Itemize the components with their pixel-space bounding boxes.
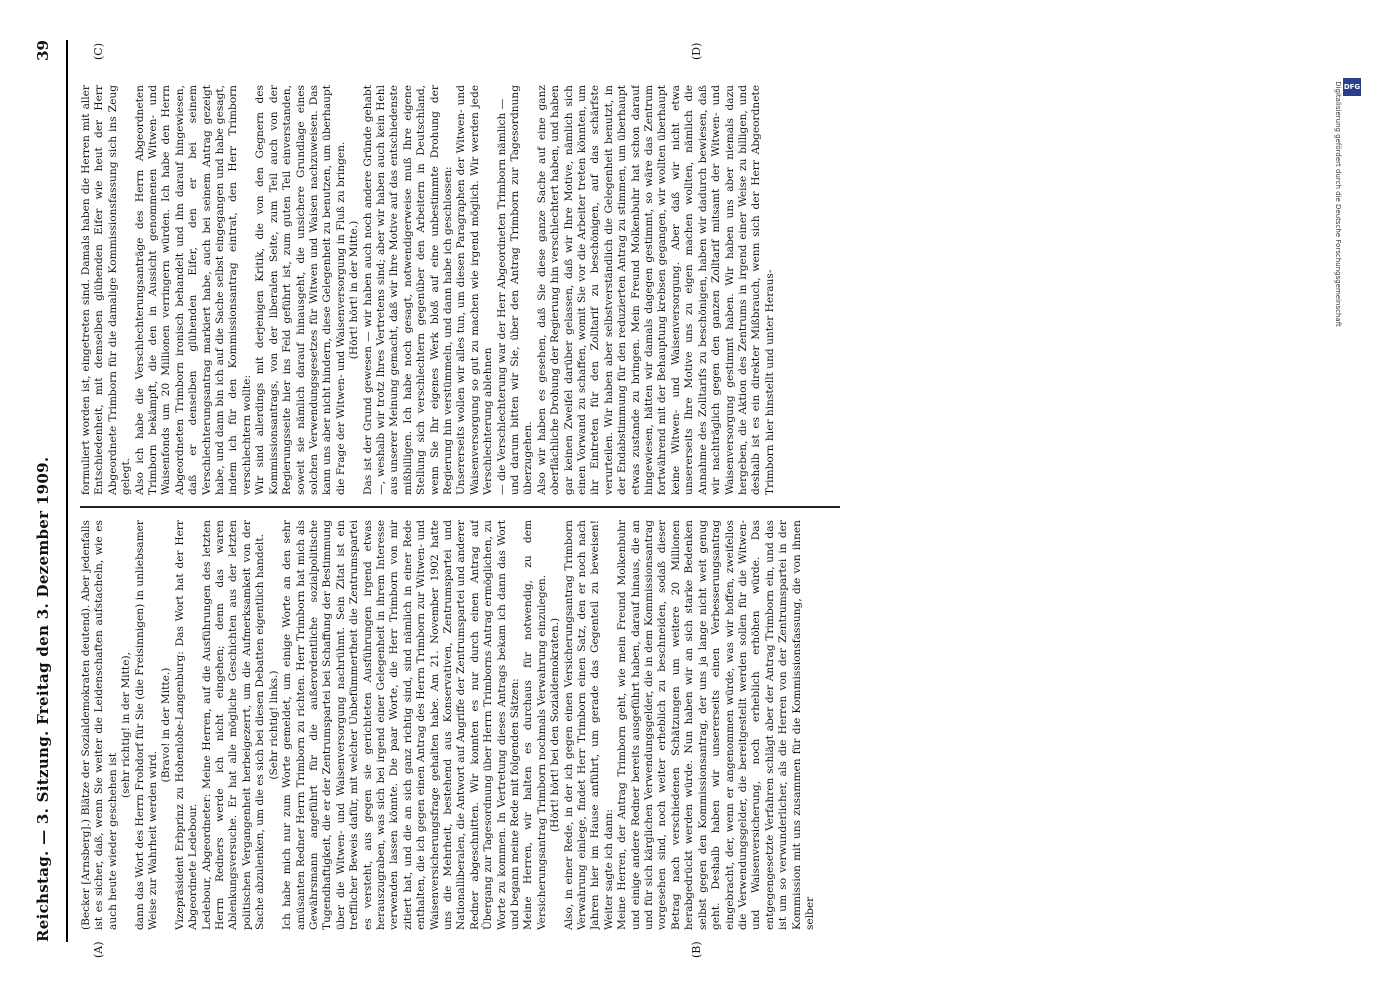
paragraph: (Becker [Arnsberg].) Blätze der Sozialdemokraten deutend). Aber jedenfalls ist es sicher, daß, wenn Sie weiter die Leidenschaften aufstacheln, wie es auch heute wieder geschehen ist [80,520,119,930]
funding-credit: Digitalisierung gefördert durch die Deutsche Forschungsgemeinschaft [1334,81,1343,327]
paragraph: Also wir haben es gesehen, daß Sie diese ganze Sache auf eine ganz oberflächliche Drohung der Regierung hin verschlechtert haben, und haben gar keinen Zweifel darüber gelassen, daß wir Ihre Motive, nämlich sich einen Vorwand zu schaffen, womit Sie vor die Arbeiter treten könnten, um ihr Eintreten für den Zolltarif zu beschönigen, auf das schärfste verurteilen. Wir haben aber selbstverständlich die Gelegenheit benutzt, in der Endabstimmung für den reduzierten Antrag zu stimmen, um überhaupt etwas zustande zu bringen. Mein Freund Molkenbuhr hat schon darauf hingewiesen, hätten wir damals dagegen gestimmt, so wäre das Zentrum fortwährend mit der Behauptung krebsen gegangen, wir wollten überhaupt keine Witwen- und Waisenversorgung. Aber daß wir nicht etwa unsererseits Ihre Motive uns zu eigen machen wollten, nämlich die Annahme des Zolltarifs zu beschönigen, haben wir dadurch bewiesen, daß wir nachträglich gegen den ganzen Zolltarif mitsamt der Witwen- und Waisenversorgung gestimmt haben. Wir haben uns aber niemals dazu hergeben, die Aktion des Zentrums in irgend einer Weise zu billigen, und deshalb ist es ein direkter Mißbrauch, wenn sich der Herr Abgeordnete Trimborn hier hinstellt und unter Heraus- [535,85,776,495]
quotation: Meine Herren, wir halten es durchaus für notwendig, zu dem Versicherungsantrag Trimborn nochmals Verwahrung einzulegen. [522,520,548,930]
dfg-logo: DFG [1343,78,1361,96]
paragraph: dann das Wort des Herrn Frohdorf für Sie (die Freisinnigen) in unliebsamer Weise zur Wahrheit werden wird. [133,520,160,930]
quotation: formuliert worden ist, eingetreten sind. Damals haben die Herren mit aller Entschiedenheit, mit demselben glühenden Eifer wie heut der Herr Abgeordnete Trimborn für die damalige Kommissionsfassung sich ins Zeug gelegt. [80,85,133,495]
paragraph: Ledebour, Abgeordneter: Meine Herren, auf die Ausführungen des letzten Herrn Redners werde ich nicht eingehen; denn das waren Ablenkungsversuche. Er hat alle mögliche Geschichten aus der letzten politischen Vergangenheit herbeigezerrt, um die Aufmerksamkeit von der Sache abzulenken, um die es sich bei diesen Debatten eigentlich handelt. [200,520,267,930]
margin-marker-a: (A) [92,941,105,958]
page-number: 39 [34,40,52,61]
interjection: (Bravo! in der Mitte.) [160,667,173,783]
header-title: Reichstag. — 3. Sitzung. Freitag den 3. Dezember 1909. [34,456,52,942]
interjection: (Hört! hört! bei den Sozialdemokraten.) [549,617,562,833]
digitization-sidebar [1334,40,1373,327]
margin-marker-c: (C) [92,43,105,60]
page-header [28,40,74,942]
quotation: Meine Herren, der Antrag Trimborn geht, wie mein Freund Molkenbuhr und einige andere Redner bereits ausgeführt haben, darauf hinaus, die an und für sich kärglichen Verwendungsgelder, die in dem Kommissionsantrag vorgesehen sind, noch weiter erheblich zu beschneiden, sodaß dieser Betrag nach verschiedenen Schätzungen um weitere 20 Millionen herabgedrückt werden würde. Nun haben wir an sich starke Bedenken selbst gegen den Kommissionsantrag, der uns ja lange nicht weit genug geht. Deshalb haben wir unsererseits einen Verbesserungsantrag eingebracht, der, wenn er angenommen würde, was wir hoffen, zweifellos die Verwendungsgelder, die bereitgestellt werden sollen für die Witwen- und Waisenversicherung, noch erheblich erhöhen würde. Das entgegengesetzte Verfahren schlägt aber der Antrag Trimborn ein, und das ist um so verwunderlicher, als die Herren von der Zentrumspartei in der Kommission mit uns zusammen für die Kommissionsfassung, die von ihnen selber [616,520,816,930]
left-column [80,520,840,930]
interjection: (sehr richtig! in der Mitte), [120,652,133,798]
speaker-intro: Vizepräsident Erbprinz zu Hohenlohe-Langenburg: Das Wort hat der Herr Abgeordnete Ledebour. [173,520,200,930]
interjection: (Sehr richtig! links.) [267,670,280,780]
paragraph: — die Verschlechterung war der Herr Abgeordneten Trimborn nämlich — [495,98,508,495]
paragraph: Also, in einer Rede, in der ich gegen einen Versicherungsantrag Trimborn Verwahrung einlege, findet Herr Trimborn einen Satz, den er noch nach Jahren hier im Hause anführt, um gerade das Gegenteil zu beweisen! Weiter sagte ich dann: [562,520,615,930]
margin-marker-d: (D) [690,42,703,60]
paragraph: Das ist der Grund gewesen — wir haben auch noch andere Gründe gehabt —, weshalb wir trotz Ihres Vertretens sind; aber wir haben auch kein Hehl aus unserer Meinung gemacht, daß wir Ihre Motive auf das entschiedenste mißbilligen. Ich habe noch gesagt, notwendigerweise muß Ihre eigene Stellung sich verschlechtern gegenüber den Arbeitern in Deutschland, wenn Sie Ihr eigenes Werk bloß auf eine unbestimmte Drohung der Regierung hin verstümmeln, und dann habe ich geschlossen: [361,85,454,495]
column-divider [80,507,840,509]
quotation: und darum bitten wir Sie, über den Antrag Trimborn zur Tagesordnung überzugehen. [509,85,535,495]
quotation: Wir sind allerdings mit derjenigen Kritik, die von den Gegnern des Kommissionsantrags, von der liberalen Seite, zum Teil auch von der Regierungsseite hier ins Feld geführt ist, zum guten Teil einverstanden, soweit sie nämlich darauf hinausgeht, die unsichere Grundlage eines solchen Verwendungsgesetzes für Witwen und Waisen nachzuweisen. Das kann uns aber nicht hindern, diese Gelegenheit zu benutzen, um überhaupt die Frage der Witwen- und Waisenversorgung in Fluß zu bringen. [254,85,347,495]
quotation: Unsererseits wollen wir alles tun, um diesen Paragraphen der Witwen- und Waisenversorgung so gut zu machen wie irgend möglich. Wir werden jede Verschlechterung ablehnen [455,85,495,495]
paragraph: Ich habe mich nur zum Worte gemeldet, um einige Worte an den sehr amüsanten Redner Herrn Trimborn zu richten. Herr Trimborn hat mich als Gewährsmann angeführt für die außerordentliche sozialpolitische Tugendhaftigkeit, die er der Zentrumspartei bei Schaffung der Bestimmung über die Witwen- und Waisenversorgung nachrühmt. Sein Zitat ist ein trefflicher Beweis dafür, mit welcher Unbefümmertheit die Zentrumspartei es versteht, aus gegen sie gerichteten Ausführungen irgend etwas herauszugraben, was sich bei irgend einer Gelegenheit in ihrem Interesse verwenden lassen könnte. Die paar Worte, die Herr Trimborn von mir zitiert hat, und die an sich ganz richtig sind, sind nämlich in einer Rede enthalten, die ich gegen einen Antrag des Herrn Trimborn zur Witwen- und Waisenversicherungsfrage gehalten habe. Am 21. November 1902 hatte uns die Mehrheit, bestehend aus Konservativen, Zentrumspartei und Nationalliberalen, die Antwort auf Angriffe der Zentrumspartei und anderer Redner abgeschnitten. Wir konnten es nur durch einen Antrag auf Übergang zur Tagesordnung über Herrn Trimborns Antrag ermöglichen, zu Worte zu kommen. In Vertretung dieses Antrags bekam ich dann das Wort und begann meine Rede mit folgenden Sätzen: [281,520,521,930]
paragraph: Also ich habe die Verschlechterungsanträge des Herrn Abgeordneten Trimborn bekämpft, die den in Aussicht genommenen Witwen- und Waisenfonds um 20 Millionen verringern würden. Ich habe den Herrn Abgeordneten Trimborn ironisch behandelt und ihn darauf hingewiesen, daß er denselben glühenden Eifer, den er bei seinem Verschlechterungsantrag markiert habe, auch bei seinem Antrag gezeigt habe, und dann bin ich auf die Sache selbst eingegangen und habe gesagt, indem ich für den Kommissionsantrag eintrat, den Herr Trimborn verschlechtern wollte: [133,85,253,495]
interjection: (Hört! hört! in der Mitte.) [348,220,361,360]
right-column [80,85,840,495]
margin-marker-b: (B) [690,941,703,958]
header-rule [66,40,68,942]
